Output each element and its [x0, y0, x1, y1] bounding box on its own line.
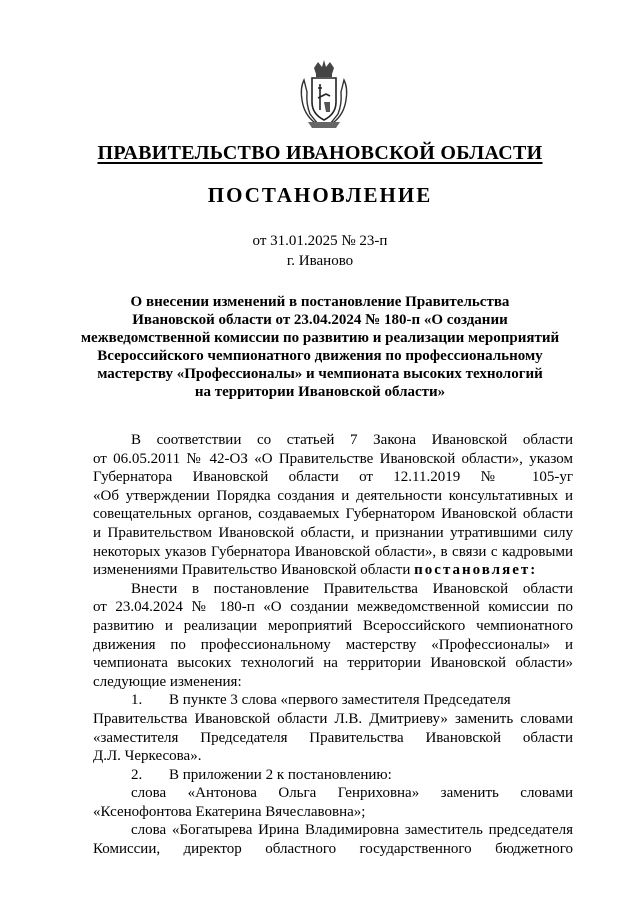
document-date-number: от 31.01.2025 № 23-п [252, 233, 388, 249]
subject-line: Ивановской области от 23.04.2024 № 180-п «О создании [132, 312, 508, 328]
subject-line: Всероссийского чемпионатного движения по профессиональному [97, 348, 543, 364]
body-line: движения по профессиональному мастерству «Профессионалы» и [93, 636, 573, 653]
body-line: Правительства Ивановской области Л.В. Дмитриеву» заменить словами [93, 710, 573, 727]
body-line: Внести в постановление Правительства Ивановской области [131, 580, 573, 597]
body-line: совещательных органов, создаваемых Губернатором Ивановской области [93, 506, 573, 523]
body-line: Губернатора Ивановской области от 12.11.2019 № 105-уг [93, 469, 573, 486]
body-line: развитию и реализации мероприятий Всероссийского чемпионатного [93, 617, 573, 634]
body-line: слова «Антонова Ольга Генриховна» заменить словами [131, 785, 573, 802]
decree-word: постановляет: [414, 562, 538, 579]
subject-line: межведомственной комиссии по развитию и реализации мероприятий [80, 330, 560, 346]
body-line: следующие изменения: [93, 673, 242, 690]
document-body [93, 431, 573, 859]
body-line: и Правительством Ивановской области, и признании утратившими силу [93, 524, 573, 541]
body-line: «заместителя Председателя Правительства Ивановской области [93, 729, 573, 746]
body-line-text: В пункте 3 слова «первого заместителя Председателя [169, 692, 511, 709]
body-line-text: изменениями Правительство Ивановской области [93, 562, 411, 579]
document-type-title: ПОСТАНОВЛЕНИЕ [207, 183, 433, 207]
body-line-numbered [93, 766, 573, 785]
subject-line: мастерству «Профессионалы» и чемпионата высоких технологий [97, 366, 543, 382]
government-title: ПРАВИТЕЛЬСТВО ИВАНОВСКОЙ ОБЛАСТИ [97, 142, 543, 164]
body-line [93, 561, 573, 580]
body-line: «Об утверждении Порядка создания и деятельности консультативных и [93, 487, 573, 504]
body-line: от 23.04.2024 № 180-п «О создании межведомственной комиссии по [93, 599, 573, 616]
ivanovo-coat-of-arms-icon [294, 58, 354, 130]
body-line: чемпионата высоких технологий на территории Ивановской области» [93, 655, 573, 672]
body-line: Д.Л. Черкесова». [93, 748, 202, 765]
document-subject [80, 293, 560, 401]
body-line: слова «Богатырева Ирина Владимировна заместитель председателя [131, 822, 573, 839]
item-number: 1. [131, 692, 143, 709]
body-line: Комиссии, директор областного государственного бюджетного [93, 841, 573, 858]
body-line: «Ксенофонтова Екатерина Вячеславовна»; [93, 803, 366, 820]
subject-line: на территории Ивановской области» [194, 384, 446, 400]
body-line-text: В приложении 2 к постановлению: [169, 766, 392, 783]
body-line: некоторых указов Губернатора Ивановской области», в связи с кадровыми [93, 543, 573, 560]
document-city: г. Иваново [286, 253, 354, 269]
subject-line: О внесении изменений в постановление Правительства [130, 294, 510, 310]
body-line-numbered [93, 691, 573, 710]
body-line: В соответствии со статьей 7 Закона Ивановской области [131, 432, 573, 448]
item-number: 2. [131, 766, 143, 783]
body-line: от 06.05.2011 № 42-ОЗ «О Правительстве Ивановской области», указом [93, 450, 573, 467]
